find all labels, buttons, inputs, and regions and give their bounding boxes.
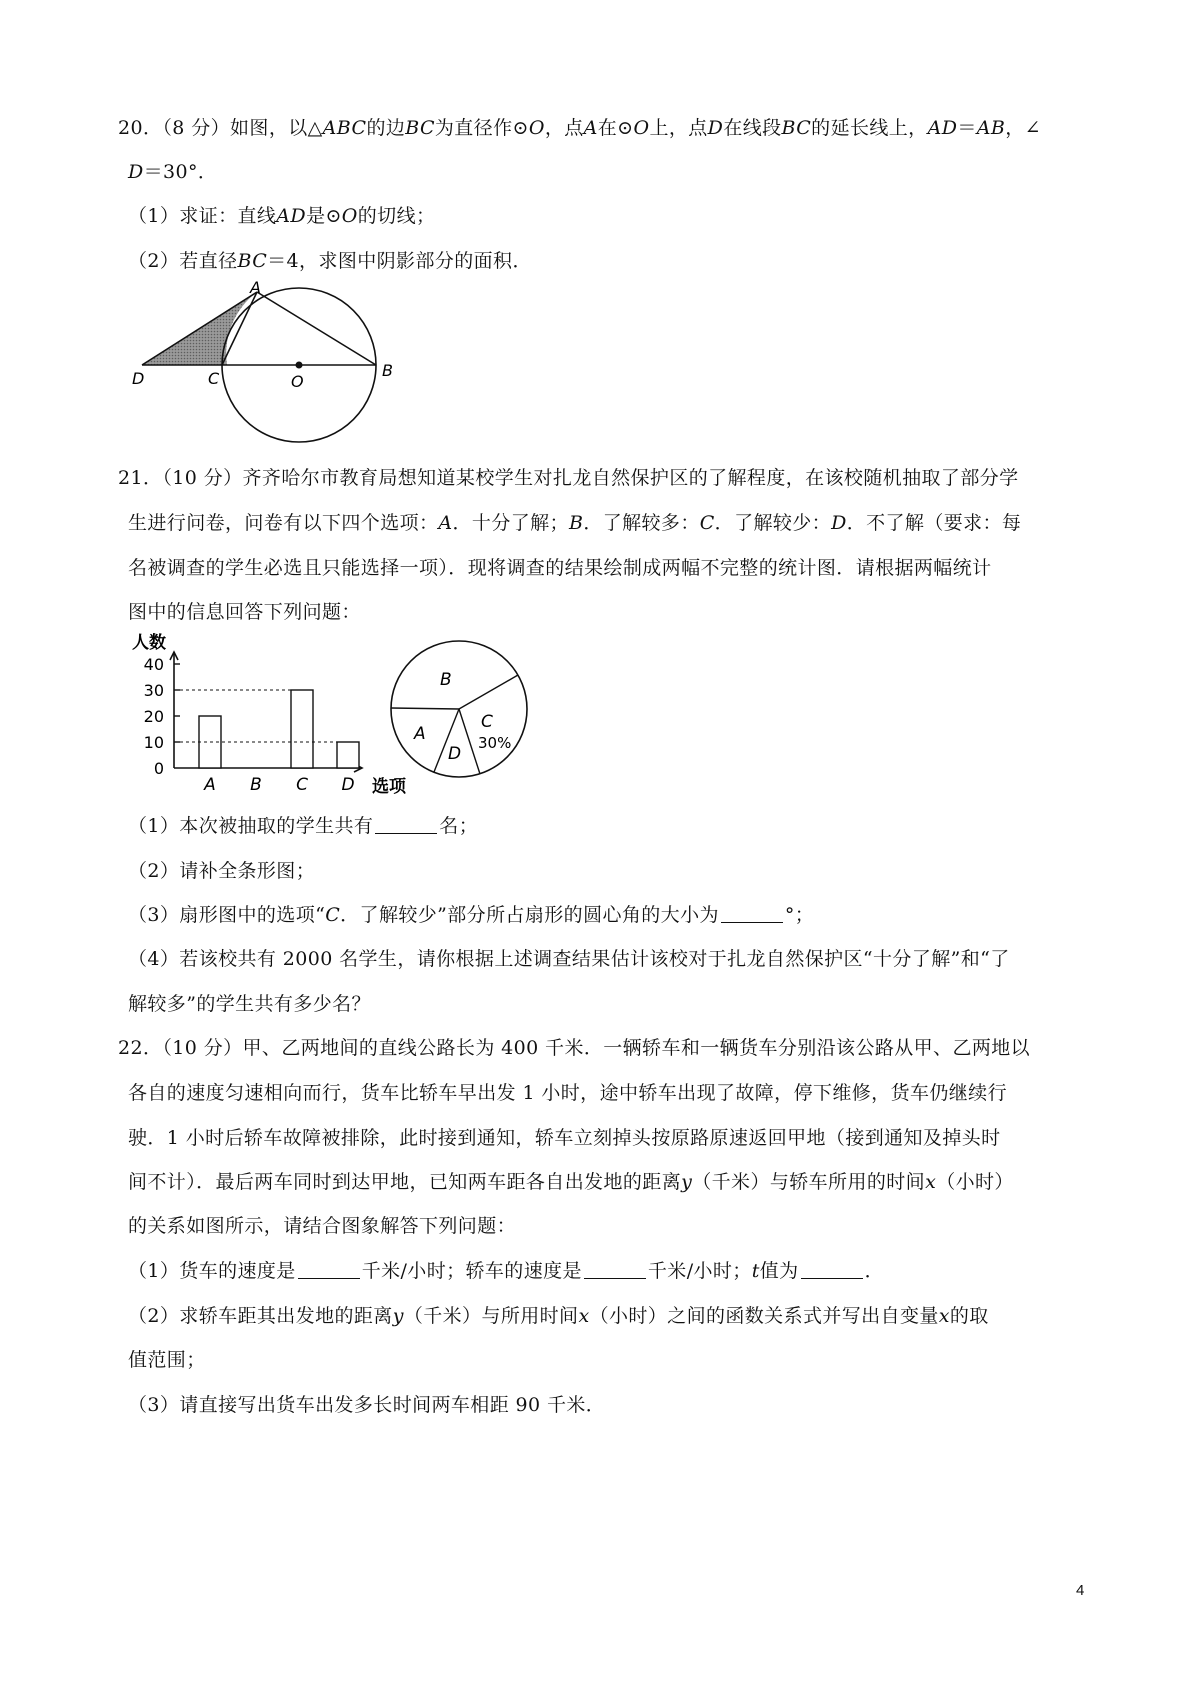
pie-label-a: A <box>414 724 426 744</box>
q20-line2: D＝30°． <box>128 161 218 183</box>
q22-part2-line2: 值范围； <box>128 1349 206 1371</box>
x-tick-label-A: A <box>204 775 216 795</box>
q21-part4-line1: （4）若该校共有 2000 名学生，请你根据上述调查结果估计该校对于扎龙自然保护区“十分了解”和“了 <box>128 948 1010 970</box>
q22-part1: （1）货车的速度是 千米/小时；轿车的速度是 千米/小时；t值为 ． <box>128 1260 884 1282</box>
pie-label-b: B <box>440 670 452 690</box>
q21-part3: （3）扇形图中的选项“C．了解较少”部分所占扇形的圆心角的大小为 °； <box>128 904 815 926</box>
q21-part2: （2）请补全条形图； <box>128 860 316 882</box>
y-tick-label-0: 0 <box>153 759 164 778</box>
q21-part4-line2: 解较多”的学生共有多少名？ <box>128 993 371 1015</box>
q22-line1: 22．（10 分）甲、乙两地间的直线公路长为 400 千米．一辆轿车和一辆货车分别沿该公路从甲、乙两地以 <box>118 1037 1031 1059</box>
q22-line2: 各自的速度匀速相向而行，货车比轿车早出发 1 小时，途中轿车出现了故障，停下维修，货车仍继续行 <box>128 1082 1007 1104</box>
pie-chart <box>386 635 536 785</box>
x-axis-label: 选项 <box>372 777 406 797</box>
label-o: O <box>291 372 304 391</box>
x-tick-label-C: C <box>296 775 308 795</box>
pie-label-d: D <box>448 744 462 764</box>
answer-blank-truck-speed[interactable] <box>298 1260 360 1279</box>
pie-divider-b-c <box>459 675 518 709</box>
q21-part1: （1）本次被抽取的学生共有 名； <box>128 815 479 837</box>
y-tick-label-10: 10 <box>143 733 164 752</box>
q22-part3: （3）请直接写出货车出发多长时间两车相距 90 千米． <box>128 1394 606 1416</box>
bar-C <box>291 690 313 768</box>
pie-divider-c-d <box>459 709 480 774</box>
bar-D <box>337 742 359 768</box>
q20-line1: 20．（8 分）如图，以△ABC的边BC为直径作⊙O，点A在⊙O上，点D在线段BC的延长线上，AD＝AB，∠ <box>118 117 1041 139</box>
center-point-o <box>296 362 303 369</box>
segment-ab <box>257 292 376 365</box>
q22-line5: 的关系如图所示，请结合图象解答下列问题： <box>128 1215 517 1237</box>
answer-blank-car-speed[interactable] <box>584 1260 646 1279</box>
pie-label-c: C <box>481 712 493 732</box>
bar-chart <box>130 628 420 800</box>
q21-line4: 图中的信息回答下列问题： <box>128 601 361 623</box>
q20-geometry-figure <box>120 270 420 460</box>
q22-line4: 间不计）．最后两车同时到达甲地，已知两车距各自出发地的距离y（千米）与轿车所用的时间x（小时） <box>128 1171 1014 1193</box>
answer-blank-total[interactable] <box>375 815 437 834</box>
y-tick-label-40: 40 <box>143 655 164 674</box>
q21-line1: 21．（10 分）齐齐哈尔市教育局想知道某校学生对扎龙自然保护区的了解程度，在该校随机抽取了部分学 <box>118 467 1019 489</box>
q20-part2: （2）若直径BC＝4，求图中阴影部分的面积． <box>128 250 532 272</box>
answer-blank-t-value[interactable] <box>801 1260 863 1279</box>
label-b: B <box>382 361 393 380</box>
pie-divider-a-b <box>391 708 459 709</box>
label-a: A <box>250 278 261 297</box>
page-number: 4 <box>1076 1582 1085 1599</box>
x-tick-label-B: B <box>250 775 262 795</box>
y-tick-label-20: 20 <box>143 707 164 726</box>
label-c: C <box>208 369 220 388</box>
q22-line3: 驶．1 小时后轿车故障被排除，此时接到通知，轿车立刻掉头按原路原速返回甲地（接到通知及掉头时 <box>128 1127 1001 1149</box>
q21-line3: 名被调查的学生必选且只能选择一项）．现将调查的结果绘制成两幅不完整的统计图．请根据两幅统计 <box>128 557 992 579</box>
q21-line2: 生进行问卷，问卷有以下四个选项：A．十分了解；B．了解较多：C．了解较少：D．不了解（要求：每 <box>128 512 1022 534</box>
y-axis-label: 人数 <box>132 633 166 653</box>
answer-blank-angle[interactable] <box>721 904 783 923</box>
q22-part2-line1: （2）求轿车距其出发地的距离y（千米）与所用时间x（小时）之间的函数关系式并写出自变量x的取 <box>128 1305 989 1327</box>
x-tick-label-D: D <box>341 775 355 795</box>
q20-part1: （1）求证：直线AD是⊙O的切线； <box>128 205 436 227</box>
pie-label-c-percent: 30% <box>478 734 512 752</box>
y-tick-label-30: 30 <box>143 681 164 700</box>
label-d: D <box>132 369 145 388</box>
